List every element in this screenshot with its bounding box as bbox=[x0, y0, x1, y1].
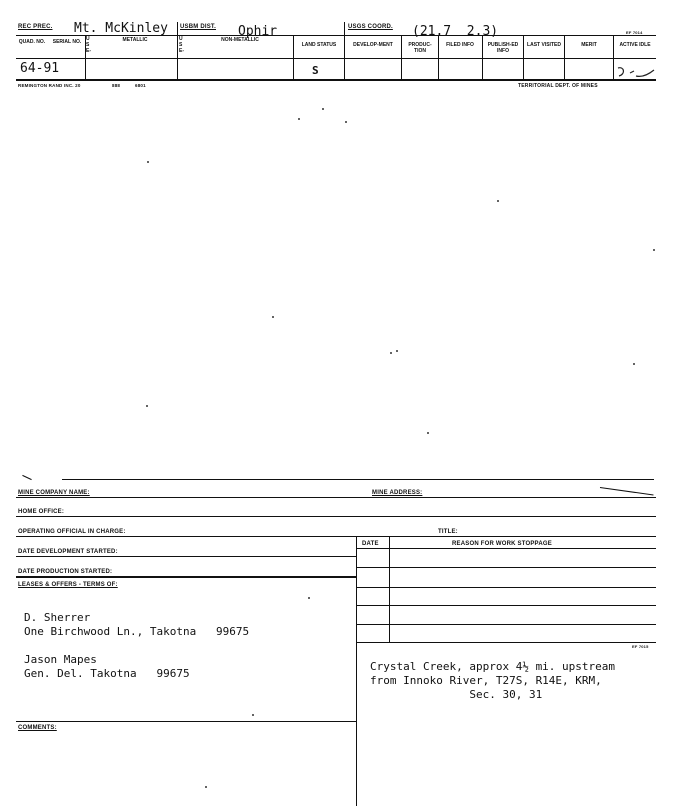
col-non-metallic: NON-METALLIC bbox=[221, 37, 259, 43]
form-number: EF 7014 bbox=[626, 30, 643, 35]
top-card-vline bbox=[293, 35, 294, 79]
edge-stroke bbox=[600, 487, 654, 496]
location-line: from Innoko River, T27S, R14E, KRM, bbox=[370, 674, 602, 687]
col-merit: MERIT bbox=[581, 42, 597, 48]
top-card-rule-2 bbox=[16, 58, 656, 59]
mine-company-name-label: MINE COMPANY NAME: bbox=[18, 490, 90, 496]
col-metallic: METALLIC bbox=[122, 37, 148, 43]
rule-stoppage-row bbox=[356, 587, 656, 588]
card-top-edge bbox=[62, 479, 654, 480]
date-development-label: DATE DEVELOPMENT STARTED: bbox=[18, 549, 118, 555]
col-quad-no: QUAD. NO. bbox=[18, 39, 46, 45]
lessee-name: D. Sherrer bbox=[24, 611, 91, 624]
top-card-vline bbox=[344, 22, 345, 79]
col-serial-no: SERIAL NO. bbox=[52, 39, 82, 45]
lessee-name: Jason Mapes bbox=[24, 653, 97, 666]
date-column-header: DATE bbox=[362, 541, 379, 547]
rule-stoppage-row bbox=[356, 567, 656, 568]
form-number: EF 7015 bbox=[632, 644, 649, 649]
footer-code: 6801 bbox=[135, 83, 146, 88]
top-card-vline bbox=[564, 35, 565, 79]
rule-stoppage-row bbox=[356, 642, 656, 643]
usbm-dist-label: USBM DIST. bbox=[180, 24, 217, 30]
lessee-address: One Birchwood Ln., Takotna 99675 bbox=[24, 625, 250, 638]
title-label: TITLE: bbox=[438, 529, 458, 535]
rule-date-dev bbox=[16, 556, 356, 557]
printer-credit: REMINGTON RAND INC. 20 bbox=[18, 83, 81, 88]
top-card-vline bbox=[401, 35, 402, 79]
col-production: PRODUC-TION bbox=[408, 42, 432, 54]
location-line: Sec. 30, 31 bbox=[370, 688, 543, 701]
edge-stroke bbox=[22, 475, 31, 480]
rule-home-office bbox=[16, 516, 656, 517]
rule-stoppage-row bbox=[356, 624, 656, 625]
rule-comments bbox=[16, 721, 356, 722]
land-status-value: S bbox=[312, 64, 319, 77]
comments-label: COMMENTS: bbox=[18, 725, 57, 731]
lessee-address: Gen. Del. Takotna 99675 bbox=[24, 667, 190, 680]
usgs-coord-value: (21.7 2.3) bbox=[412, 24, 499, 39]
date-production-label: DATE PRODUCTION STARTED: bbox=[18, 569, 113, 575]
quad-serial-value: 64-91 bbox=[20, 61, 60, 76]
rec-prec-label: REC PREC. bbox=[18, 24, 53, 30]
col-active-idle: ACTIVE IDLE bbox=[619, 42, 651, 48]
top-card-vline bbox=[438, 35, 439, 79]
leases-label: LEASES & OFFERS - TERMS OF: bbox=[18, 582, 118, 588]
usbm-dist-value: Ophir bbox=[238, 24, 278, 39]
col-last-visited: LAST VISITED bbox=[527, 42, 561, 48]
reason-column-header: REASON FOR WORK STOPPAGE bbox=[452, 541, 552, 547]
rule-stoppage-row bbox=[356, 605, 656, 606]
col-filed-info: FILED INFO bbox=[446, 42, 474, 48]
dept-name: TERRITORIAL DEPT. OF MINES bbox=[518, 83, 598, 89]
top-card-vline bbox=[177, 22, 178, 79]
col-land-status: LAND STATUS bbox=[301, 42, 337, 48]
rule-operating bbox=[16, 536, 656, 537]
col-published-info: PUBLISH-ED INFO bbox=[487, 42, 519, 54]
operating-official-label: OPERATING OFFICIAL IN CHARGE: bbox=[18, 529, 126, 535]
home-office-label: HOME OFFICE: bbox=[18, 509, 65, 515]
center-divider bbox=[356, 536, 357, 806]
date-divider bbox=[389, 536, 390, 642]
scribble-mark bbox=[612, 60, 658, 82]
usgs-coord-label: USGS COORD. bbox=[348, 24, 393, 30]
top-card-vline bbox=[523, 35, 524, 79]
mine-address-label: MINE ADDRESS: bbox=[372, 490, 423, 496]
col-u1: U S E- bbox=[86, 36, 91, 54]
rule-date-header bbox=[356, 548, 656, 549]
col-u2: U S E- bbox=[179, 36, 184, 54]
rec-prec-value: Mt. McKinley bbox=[74, 21, 168, 36]
col-development: DEVELOP-MENT bbox=[353, 42, 393, 48]
location-line: Crystal Creek, approx 4½ mi. upstream bbox=[370, 660, 616, 673]
rule-date-prod bbox=[16, 576, 356, 578]
footer-code: 888 bbox=[112, 83, 121, 88]
rule-mine-company bbox=[16, 497, 656, 498]
top-card-rule-3 bbox=[16, 79, 656, 81]
top-card-vline bbox=[482, 35, 483, 79]
